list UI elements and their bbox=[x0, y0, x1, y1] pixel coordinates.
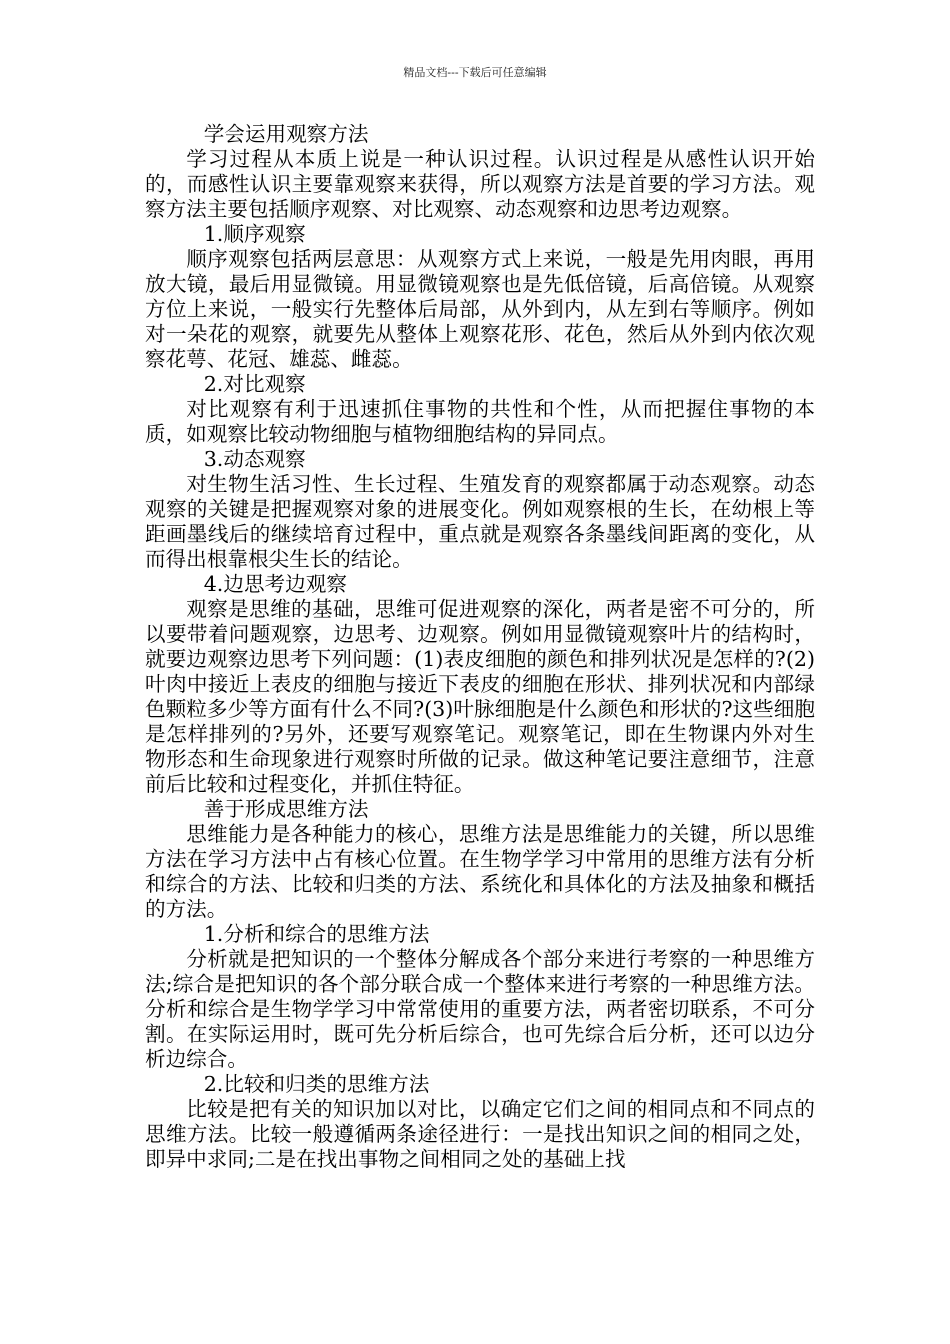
subsection-heading: 3.动态观察 bbox=[203, 447, 306, 471]
paragraph: 分析就是把知识的一个整体分解成各个部分来进行考察的一种思维方法;综合是把知识的各个部分联合成一个整体来进行考察的一种思维方法。分析和综合是生物学学习中常常使用的重要方法，两者密切联系，不可分割。在实际运用时，既可先分析后综合，也可先综合后分析，还可以边分析边综合。 bbox=[145, 947, 815, 1071]
subsection-heading: 1.分析和综合的思维方法 bbox=[203, 922, 430, 946]
subsection-heading: 4.边思考边观察 bbox=[203, 572, 347, 596]
paragraph: 对生物生活习性、生长过程、生殖发育的观察都属于动态观察。动态观察的关键是把握观察对象的进展变化。例如观察根的生长，在幼根上等距画墨线后的继续培育过程中，重点就是观察各条墨线间距离的变化，从而得出根靠根尖生长的结论。 bbox=[145, 472, 815, 571]
section-heading: 善于形成思维方法 bbox=[203, 797, 369, 821]
paragraph: 顺序观察包括两层意思：从观察方式上来说，一般是先用肉眼，再用放大镜，最后用显微镜。用显微镜观察也是先低倍镜，后高倍镜。从观察方位上来说，一般实行先整体后局部，从外到内，从左到右等顺序。例如对一朵花的观察，就要先从整体上观察花形、花色，然后从外到内依次观察花萼、花冠、雄蕊、雌蕊。 bbox=[145, 247, 815, 371]
paragraph: 对比观察有利于迅速抓住事物的共性和个性，从而把握住事物的本质，如观察比较动物细胞与植物细胞结构的异同点。 bbox=[145, 397, 815, 446]
paragraph: 学习过程从本质上说是一种认识过程。认识过程是从感性认识开始的，而感性认识主要靠观察来获得，所以观察方法是首要的学习方法。观察方法主要包括顺序观察、对比观察、动态观察和边思考边观察。 bbox=[145, 147, 815, 221]
document-body bbox=[145, 122, 815, 1172]
subsection-heading: 1.顺序观察 bbox=[203, 222, 306, 246]
page-header: 精品文档---下载后可任意编辑 bbox=[403, 66, 547, 79]
subsection-heading: 2.比较和归类的思维方法 bbox=[203, 1072, 430, 1096]
section-heading: 学会运用观察方法 bbox=[203, 122, 369, 146]
subsection-heading: 2.对比观察 bbox=[203, 372, 306, 396]
paragraph: 观察是思维的基础，思维可促进观察的深化，两者是密不可分的，所以要带着问题观察，边思考、边观察。例如用显微镜观察叶片的结构时，就要边观察边思考下列问题：(1)表皮细胞的颜色和排列状况是怎样的?(2)叶肉中接近上表皮的细胞与接近下表皮的细胞在形状、排列状况和内部绿色颗粒多少等方面有什么不同?(3)叶脉细胞是什么颜色和形状的?这些细胞是怎样排列的?另外，还要写观察笔记。观察笔记，即在生物课内外对生物形态和生命现象进行观察时所做的记录。做这种笔记要注意细节，注意前后比较和过程变化，并抓住特征。 bbox=[145, 597, 815, 796]
paragraph: 思维能力是各种能力的核心，思维方法是思维能力的关键，所以思维方法在学习方法中占有核心位置。在生物学学习中常用的思维方法有分析和综合的方法、比较和归类的方法、系统化和具体化的方法及抽象和概括的方法。 bbox=[145, 822, 815, 921]
paragraph: 比较是把有关的知识加以对比，以确定它们之间的相同点和不同点的思维方法。比较一般遵循两条途径进行：一是找出知识之间的相同之处，即异中求同;二是在找出事物之间相同之处的基础上找 bbox=[145, 1097, 815, 1171]
